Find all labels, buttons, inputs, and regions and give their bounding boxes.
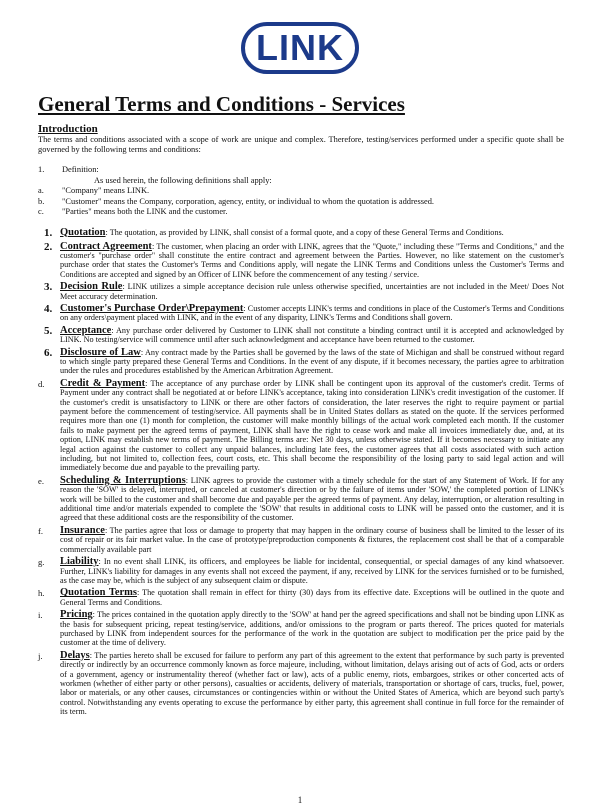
section-heading: Quotation — [60, 226, 106, 238]
section-text: : The quotation shall remain in effect for thirty (30) days from its effective date. Exceptions will be outlined in the quote and General Terms and Conditions. — [60, 588, 564, 607]
section-number: 4. — [44, 302, 53, 315]
logo-container — [0, 22, 600, 74]
section-delays — [38, 651, 564, 717]
section-letter: f. — [38, 525, 44, 536]
section-letter: g. — [38, 557, 45, 568]
section-decision-rule — [38, 282, 564, 301]
intro-heading: Introduction — [38, 123, 98, 135]
section-text: : Any purchase order delivered by Customer to LINK shall not constitute a binding contract until it is accepted and acknowledged by LINK. No testing/service will commence until after such acknowledgment and acceptance have been returned to the customer. — [60, 325, 564, 345]
section-letter: j. — [38, 650, 43, 661]
section-text: : Any contract made by the Parties shall be governed by the laws of the state of Michigan and shall be construed without regard to which single party prepared these General Terms and Conditions. In the event of any dispute, if it becomes necessary, the parties agree to arbitration under the rules and procedures established by the American Arbitration Agreement. — [60, 347, 564, 376]
section-text: : Customer accepts LINK's terms and conditions in place of the Customer's Terms and Conditions on any orders\payment placed with LINK, and in the event of any disparity, LINK's Terms and Conditions shall govern. — [60, 303, 564, 323]
section-purchase-order — [38, 304, 564, 323]
section-insurance — [38, 526, 564, 554]
section-pricing — [38, 610, 564, 648]
section-heading: Acceptance — [60, 324, 112, 336]
section-heading: Delays — [60, 649, 90, 661]
section-heading: Contract Agreement — [60, 240, 152, 252]
definition-item: b. "Customer" means the Company, corporation, agency, entity, or individual to whom the quotation is addressed. — [38, 196, 435, 206]
section-heading: Scheduling & Interruptions — [60, 474, 186, 486]
section-text: : The prices contained in the quotation apply directly to the 'SOW' at hand per the agreed specifications and shall not be binding upon LINK as the basis for subsequent pricing, repeat testing/service, additions, and/or omissions to the program or parts thereof. The prices quoted for materials purchased by LINK from independent sources for the performance of the work in the quotation are subject to modification per the price paid by the customer at the time of delivery. — [60, 610, 564, 648]
section-text: : LINK utilizes a simple acceptance decision rule unless otherwise specified, uncertainties are not included in the Meet/ Does Not Meet accuracy determination. — [60, 282, 564, 301]
section-letter: d. — [38, 378, 45, 389]
document-body — [38, 92, 564, 717]
section-heading: Customer's Purchase Order\Prepayment — [60, 302, 244, 314]
section-text: : The parties hereto shall be excused for failure to perform any part of this agreement to the extent that performance by such party is prevented directly or indirectly by an occurrence commonly known as force majeure, including, without limitation, delays arising out of acts of God, acts or orders of a government, agency or instrumentality thereof (whether fact or law), acts of a public enemy, riots, embargoes, strikes or other concerted acts of workmen (whether of either party or other persons), casualties or accidents, delivery of materials, transportation or shortage of cars, trucks, fuel, power, labor or materials, or any other causes, circumstances or contingencies within or without the United States of America, which are beyond such party's control. Notwithstanding any events operating to excuse the performance by either party, this agreement shall continue in full force for the remainder of its term. — [60, 650, 564, 717]
section-contract-agreement — [38, 242, 564, 280]
section-text: : The acceptance of any purchase order by LINK shall be contingent upon its approval of the customer's credit. Terms of Payment under any contract shall be negotiated at or before LINK's acceptance, taking into consideration LINK's credit investigation of the customer. If the customer's credit is unsatisfactory to LINK or there are other factors of consideration, the later reserves the right to require payment or partial payment before the commencement of testing/service. All payments shall be in United States dollars as stated on the quote. If the services performed requires more than one (1) month for completion, the customer will make monthly billings of the actual work completed each month. If the customer fails to make payment per the agreed terms of payment, LINK shall have the right to cease work and make all invoices immediately due, and, at its option, LINK may establish new terms of payment. The Billing terms are: Net 30 days, unless otherwise stated. If it becomes necessary to initiate any legal action against the customer to collect any unpaid balances, including late fees, the customer agrees that all costs associated with such action including, but not limited to, collection fees, court costs, etc. This shall become the responsibility of the losing party to said legal action and will immediately become due and payable to the prevailing party. — [60, 378, 565, 473]
section-text: : LINK agrees to provide the customer with a timely schedule for the start of any Statement of Work. If for any reason the 'SOW' is delayed, interrupted, or canceled at customer's direction or by the failure of items under 'SOW,' the completed portion of LINK's work will be billed to the customer and shall become due and payable per the agreed terms of payment. Any delay, interruption, or alteration resulting in additional time and/or materials expended to complete the 'SOW' that results in additional costs to LINK will be passed onto the customer, and it is agreed that these additional costs are the responsibility of the customer. — [60, 475, 564, 523]
section-acceptance — [38, 326, 564, 345]
section-letter: h. — [38, 588, 45, 599]
section-heading: Insurance — [60, 524, 105, 536]
section-text: : In no event shall LINK, its officers, and employees be liable for incidental, consequential, or special damages of any kind whatsoever. Further, LINK's liability for damages in any events shall not exceed the payment, if any, received by LINK for the services furnished or to be furnished, as the case may be, which is the subject of any subsequent claim or dispute. — [60, 557, 564, 585]
section-text: : The quotation, as provided by LINK, shall consist of a formal quote, and a copy of these General Terms and Conditions. — [105, 227, 504, 237]
intro-section — [38, 123, 564, 155]
section-number: 3. — [44, 281, 53, 294]
section-heading: Quotation Terms — [60, 587, 138, 599]
section-heading: Credit & Payment — [60, 377, 146, 389]
section-letter: e. — [38, 475, 44, 486]
definition-label: Definition: — [62, 165, 99, 174]
section-quotation — [38, 228, 564, 239]
section-text: : The customer, when placing an order with LINK, agrees that the "Quote," including these "Terms and Conditions," and the customer's "purchase order" shall constitute the entire contract and agreement between the Parties. However, no like statement on the customer's purchase order that states the Customer's Terms and Conditions apply, will negate the LINK Terms and Conditions unless the Customer's Terms and Conditions are accepted and signed by an Officer of LINK before the commencement of any testing / service. — [60, 241, 564, 279]
section-liability — [38, 557, 564, 585]
page-title: General Terms and Conditions - Services — [38, 92, 405, 116]
section-heading: Pricing — [60, 609, 93, 621]
section-number: 2. — [44, 240, 53, 253]
definition-marker: 1. — [38, 165, 45, 174]
section-number: 1. — [44, 226, 53, 239]
definition-item: a. "Company" means LINK. — [38, 186, 150, 195]
section-disclosure-of-law — [38, 348, 564, 376]
section-quotation-terms — [38, 588, 564, 607]
definition-lead: As used herein, the following definitions shall apply: — [94, 175, 272, 185]
section-number: 6. — [44, 346, 53, 359]
intro-text: The terms and conditions associated with a scope of work are unique and complex. Therefore, testing/services performed under a specific quote shall be governed by the following terms and conditions: — [38, 135, 564, 154]
section-text: : The parties agree that loss or damage to property that may happen in the ordinary course of business shall be limited to the lesser of its cost of repair or its fair market value. In the case of prototype/preproduction components & fixtures, the replacement cost shall be that of a comparable commercially available part — [60, 525, 564, 554]
section-heading: Disclosure of Law — [60, 346, 141, 358]
link-logo: LINK — [241, 22, 359, 74]
section-scheduling — [38, 476, 564, 523]
section-heading: Liability — [60, 556, 99, 568]
page-number: 1 — [297, 795, 303, 805]
section-number: 5. — [44, 324, 53, 337]
definitions-section — [38, 165, 564, 218]
section-heading: Decision Rule — [60, 281, 123, 293]
definition-item: c. "Parties" means both the LINK and the customer. — [38, 207, 228, 216]
section-credit-payment — [38, 379, 564, 473]
section-letter: i. — [38, 610, 43, 621]
